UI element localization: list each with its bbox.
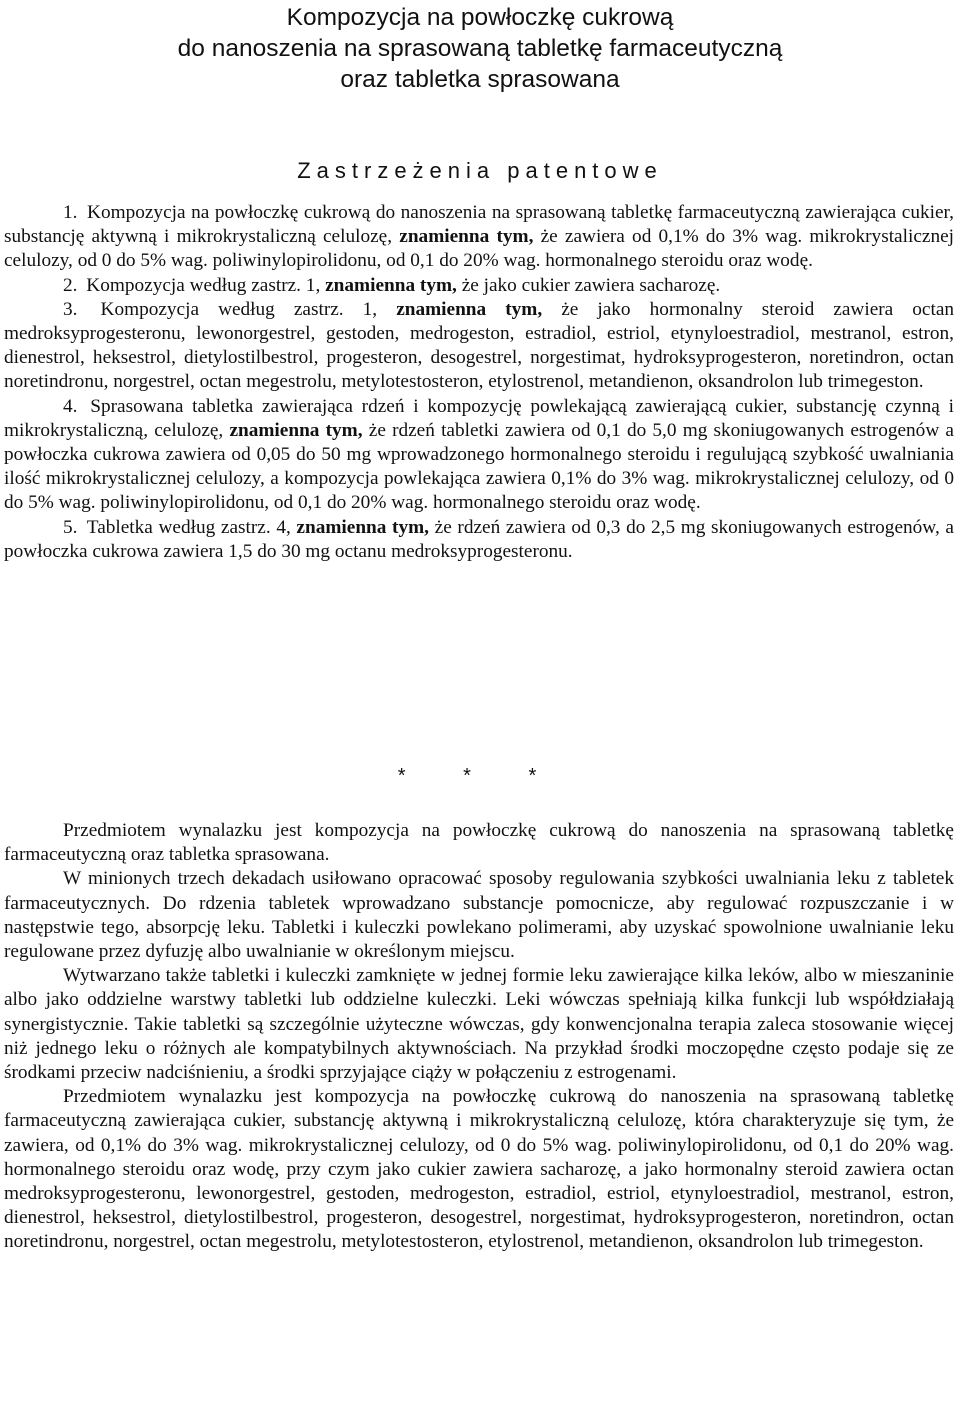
claim-2	[4, 274, 954, 298]
claim-marker: znamienna tym,	[296, 516, 429, 538]
section-heading-claims: Zastrzeżenia patentowe	[297, 158, 663, 183]
claim-number: 3.	[63, 298, 78, 320]
claim-text-rest: że jako hormonalny steroid zawiera octan medroksyprogesteronu, lewonorgestrel, gestoden, medrogeston, estradiol, estriol, etynyloestradiol, mestranol, estron, dienestrol, heksestrol, dietylostilbestrol, progesteron, desogestrel, norgestimat, hydroksyprogesteron, noretindron, octan noretindronu, norgestrel, octan megestrolu, metylotestosteron, etylostrenol, metandienon, oksandrolon lub trimegeston.	[4, 298, 955, 393]
claim-text-rest: że jako cukier zawiera sacharozę.	[461, 274, 721, 296]
claim-text: Sprasowana tabletka zawierająca rdzeń i kompozycję powlekającą zawierającą cukier, substancję czynną i mikrokrystaliczną, celulozę,	[4, 395, 954, 441]
claim-text: Kompozycja według zastrz. 1,	[100, 298, 378, 320]
document-title	[0, 2, 960, 95]
description-paragraph: Wytwarzano także tabletki i kuleczki zamknięte w jednej formie leku zawierające kilka leków, albo w mieszaninie albo jako oddzielne warstwy tabletki lub oddzielne kuleczki. Leki wówczas spełniają kilka funkcji lub współdziałają synergistycznie. Takie tabletki są szczególnie użyteczne wówczas, gdy konwencjonalna terapia zaleca stosowanie więcej niż jednego leku o różnych ale kompatybilnych aktywnościach. Na przykład środki moczopędne często podaje się ze środkami przeciw nadciśnieniu, a środki sprzyjające ciąży w połączeniu z estrogenami.	[4, 965, 954, 1084]
claim-text-rest: że rdzeń tabletki zawiera od 0,1 do 5,0 mg skoniugowanych estrogenów a powłoczka cukrowa zawiera od 0,05 do 50 mg wprowadzonego hormonalnego steroidu i regulującą szybkość uwalniania ilość mikrokrystalicznej celulozy, a kompozycja powlekająca zawiera 0,1% do 3% wag. mikrokrystalicznej celulozy, od 0 do 5% wag. poliwinylopirolidonu, od 0,1 do 20% wag. hormonalnego steroidu oraz wodę.	[4, 419, 954, 514]
title-line-2: do nanoszenia na sprasowaną tabletkę farmaceutyczną	[177, 35, 783, 62]
section-separator: * * *	[397, 765, 563, 787]
claims-list	[4, 201, 954, 564]
claim-text: Tabletka według zastrz. 4,	[86, 516, 291, 538]
claim-text-rest: że rdzeń zawiera od 0,3 do 2,5 mg skoniugowanych estrogenów, a powłoczka cukrowa zawiera 1,5 do 30 mg octanu medroksyprogesteronu.	[4, 516, 954, 562]
claim-4	[4, 395, 954, 516]
claim-marker: znamienna tym,	[325, 274, 457, 296]
claim-marker: znamienna tym,	[399, 226, 534, 248]
claim-number: 1.	[63, 202, 78, 223]
claim-text: Kompozycja według zastrz. 1,	[86, 274, 321, 296]
claim-3	[4, 298, 954, 395]
claim-number: 4.	[63, 395, 78, 417]
claim-marker: znamienna tym,	[396, 298, 543, 320]
description-paragraph: Przedmiotem wynalazku jest kompozycja na powłoczkę cukrową do nanoszenia na sprasowaną tabletkę farmaceutyczną oraz tabletka sprasowana.	[4, 820, 954, 866]
claim-1	[4, 201, 954, 274]
claim-number: 5.	[63, 516, 78, 538]
description-body	[4, 819, 954, 1255]
title-line-1: Kompozycja na powłoczkę cukrową	[286, 4, 674, 31]
claim-number: 2.	[63, 274, 78, 296]
claim-text-rest: że zawiera od 0,1% do 3% wag. mikrokrystalicznej celulozy, od 0 do 5% wag. poliwinylopirolidonu, od 0,1 do 20% wag. hormonalnego steroidu oraz wodę.	[4, 226, 954, 272]
title-line-3: oraz tabletka sprasowana	[340, 66, 620, 93]
description-paragraph: W minionych trzech dekadach usiłowano opracować sposoby regulowania szybkości uwalniania leku z tabletek farmaceutycznych. Do rdzenia tabletek wprowadzano substancje pomocnicze, aby regulować rozpuszczanie i w następstwie tego, absorpcję leku. Tabletki i kuleczki powlekano polimerami, aby uzyskać spowolnione uwalnianie leku regulowane przez dyfuzję albo uwalnianie w określonym miejscu.	[4, 868, 954, 963]
description-paragraph: Przedmiotem wynalazku jest kompozycja na powłoczkę cukrową do nanoszenia na sprasowaną tabletkę farmaceutyczną zawierająca cukier, substancję aktywną i mikrokrystaliczną celulozę, która charakteryzuje się tym, że zawiera, od 0,1% do 3% wag. mikrokrystalicznej celulozy, od 0 do 5% wag. poliwinylopirolidonu, od 0,1 do 20% wag. hormonalnego steroidu oraz wodę, przy czym jako cukier zawiera sacharozę, a jako hormonalny steroid zawiera octan medroksyprogesteronu, lewonorgestrel, gestoden, medrogeston, estradiol, estriol, etynyloestradiol, mestranol, estron, dienestrol, heksestrol, dietylostilbestrol, progesteron, desogestrel, norgestimat, hydroksyprogesteron, noretindron, octan noretindronu, norgestrel, octan megestrolu, metylotestosteron, etylostrenol, metandienon, oksandrolon lub trimegeston.	[4, 1086, 954, 1253]
claim-text: Kompozycja na powłoczkę cukrową do nanoszenia na sprasowaną tabletkę farmaceutyczną zawierająca cukier, substancję aktywną i mikrokrystaliczną celulozę,	[4, 202, 954, 248]
claim-5	[4, 516, 954, 564]
claim-marker: znamienna tym,	[229, 419, 363, 441]
